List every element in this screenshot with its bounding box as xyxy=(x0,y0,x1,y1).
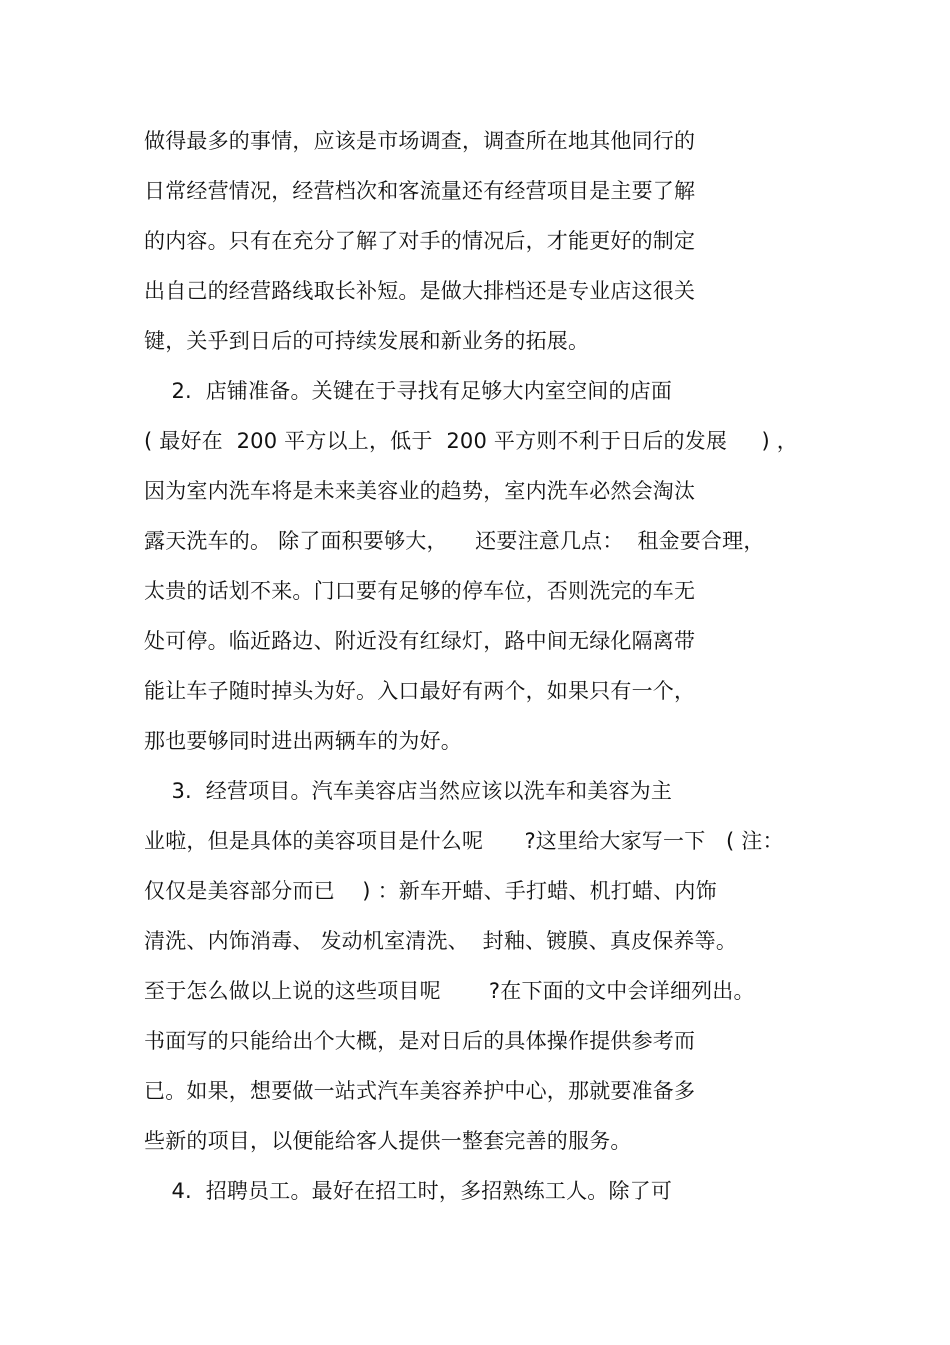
text-line: 太贵的话划不来。门口要有足够的停车位，否则洗完的车无 xyxy=(144,579,696,603)
text-line: 处可停。临近路边、附近没有红绿灯，路中间无绿化隔离带 xyxy=(144,629,696,653)
text-line: 仅仅是美容部分而已 ) ：新车开蜡、手打蜡、机打蜡、内饰 xyxy=(144,879,717,903)
text-line: 因为室内洗车将是未来美容业的趋势，室内洗车必然会淘汰 xyxy=(144,479,696,503)
text-line: 键，关乎到日后的可持续发展和新业务的拓展。 xyxy=(144,329,590,353)
text-line: 2. 店铺准备。关键在于寻找有足够大内室空间的店面 xyxy=(144,379,673,403)
text-line: 的内容。只有在充分了解了对手的情况后，才能更好的制定 xyxy=(144,229,696,253)
text-line: 能让车子随时掉头为好。入口最好有两个，如果只有一个， xyxy=(144,679,696,703)
text-line: 日常经营情况，经营档次和客流量还有经营项目是主要了解 xyxy=(144,179,696,203)
text-line: 业啦，但是具体的美容项目是什么呢 ?这里给大家写一下 ( 注： xyxy=(144,829,784,853)
text-line: 书面写的只能给出个大概，是对日后的具体操作提供参考而 xyxy=(144,1029,696,1053)
text-line: 至于怎么做以上说的这些项目呢 ?在下面的文中会详细列出。 xyxy=(144,979,755,1003)
text-line: 出自己的经营路线取长补短。是做大排档还是专业店这很关 xyxy=(144,279,696,303)
text-line: 4. 招聘员工。最好在招工时，多招熟练工人。除了可 xyxy=(144,1179,673,1203)
text-line: 那也要够同时进出两辆车的为好。 xyxy=(144,729,462,753)
text-line: 些新的项目，以便能给客人提供一整套完善的服务。 xyxy=(144,1129,632,1153)
text-line: 清洗、内饰消毒、 发动机室清洗、 封釉、镀膜、真皮保养等。 xyxy=(144,929,738,953)
text-line: 露天洗车的。 除了面积要够大， 还要注意几点： 租金要合理， xyxy=(144,529,765,553)
text-line: ( 最好在 200 平方以上，低于 200 平方则不利于日后的发展 ) ， xyxy=(144,429,798,453)
text-line: 做得最多的事情，应该是市场调查，调查所在地其他同行的 xyxy=(144,129,696,153)
text-line: 已。如果，想要做一站式汽车美容养护中心，那就要准备多 xyxy=(144,1079,696,1103)
text-line: 3. 经营项目。汽车美容店当然应该以洗车和美容为主 xyxy=(144,779,673,803)
